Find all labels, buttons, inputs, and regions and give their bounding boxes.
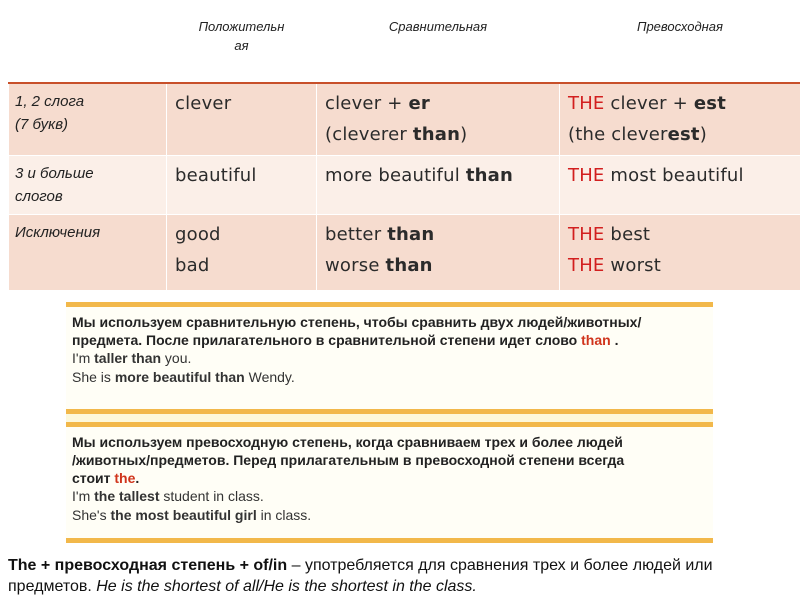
row-category: Исключения bbox=[9, 215, 167, 291]
comparative-form bbox=[317, 215, 560, 291]
textbook-clipping bbox=[66, 302, 713, 543]
header-comparative: Сравнительная bbox=[317, 7, 560, 83]
comparative-form bbox=[317, 83, 560, 156]
article-the: THE bbox=[568, 92, 605, 114]
emphasis-text: than bbox=[465, 165, 513, 186]
superlative-rule-box bbox=[66, 422, 713, 543]
form-text: clever + bbox=[325, 92, 409, 114]
example-sentence: She's the most beautiful girl in class. bbox=[72, 507, 312, 523]
table-header-row bbox=[9, 7, 800, 83]
superlative-form bbox=[560, 215, 800, 291]
emphasis-text: than bbox=[387, 224, 435, 245]
form-text: best bbox=[604, 224, 651, 245]
positive-form: beautiful bbox=[167, 156, 317, 215]
article-the: THE bbox=[568, 255, 605, 276]
positive-form: good bad bbox=[167, 215, 317, 291]
article-the: THE bbox=[568, 224, 605, 245]
table-row bbox=[9, 156, 800, 215]
example-sentence: I'm the tallest student in class. bbox=[72, 488, 264, 504]
form-text: more beautiful bbox=[325, 165, 466, 186]
form-text: better bbox=[325, 224, 388, 245]
superlative-form bbox=[560, 156, 800, 215]
emphasis-text: er bbox=[408, 92, 430, 114]
form-text: (the clever bbox=[568, 123, 668, 145]
emphasis-text: than bbox=[385, 255, 433, 276]
keyword-the: the bbox=[114, 470, 136, 486]
keyword-than: than bbox=[581, 332, 611, 348]
form-text: worse bbox=[325, 255, 386, 276]
header-empty bbox=[9, 7, 167, 83]
form-text: worst bbox=[604, 255, 662, 276]
form-text: ) bbox=[460, 123, 468, 145]
header-positive: Положительн ая bbox=[167, 7, 317, 83]
header-superlative: Превосходная bbox=[560, 7, 800, 83]
article-the: THE bbox=[568, 165, 605, 186]
usage-note: The + превосходная степень + of/in – употребляется для сравнения трех и более людей или предметов. He is the shortest of all/He is the shortest in the class. bbox=[8, 557, 713, 595]
row-category: 3 и больше слогов bbox=[9, 156, 167, 215]
superlative-form bbox=[560, 83, 800, 156]
form-text: clever + bbox=[604, 92, 694, 114]
table-row bbox=[9, 83, 800, 156]
superlative-rule-text: Мы используем превосходную степень, когда сравниваем трех и более людей /животных/предметов. Перед прилагательным в превосходной степени всегда стоит the. bbox=[72, 434, 625, 486]
comparative-rule-text: Мы используем сравнительную степень, чтобы сравнить двух людей/животных/ предмета. После прилагательного в сравнительной степени идет слово than . bbox=[72, 314, 642, 348]
example-sentence: I'm taller than you. bbox=[72, 350, 192, 366]
emphasis-text: est bbox=[667, 123, 700, 145]
example-sentence: She is more beautiful than Wendy. bbox=[72, 369, 295, 385]
comparative-form bbox=[317, 156, 560, 215]
row-category: 1, 2 слога (7 букв) bbox=[9, 83, 167, 156]
emphasis-text: est bbox=[693, 92, 727, 114]
table-row bbox=[9, 215, 800, 291]
form-text: (cleverer bbox=[325, 123, 413, 145]
comparative-rule-box bbox=[66, 302, 713, 414]
emphasis-text: than bbox=[412, 123, 461, 145]
positive-form: clever bbox=[167, 83, 317, 156]
comparison-table bbox=[8, 6, 800, 291]
form-text: most beautiful bbox=[604, 165, 744, 186]
form-text: ) bbox=[699, 123, 707, 145]
